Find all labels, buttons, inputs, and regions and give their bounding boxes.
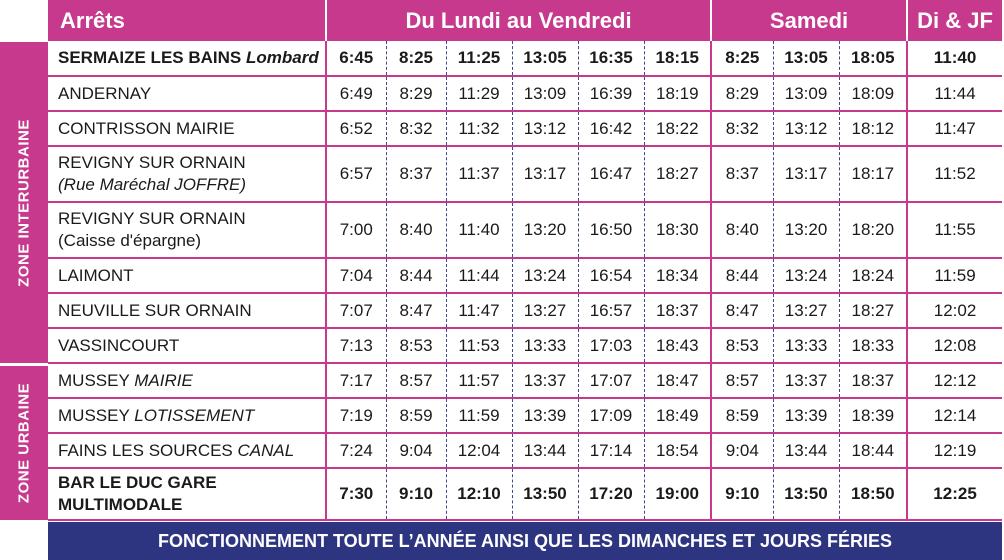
time-cell: 18:22 (644, 111, 711, 146)
stop-name: REVIGNY SUR ORNAIN (58, 209, 246, 228)
stop-second-line: MULTIMODALE (58, 495, 183, 514)
time-cell: 8:32 (386, 111, 446, 146)
zone-urbaine-label: ZONE URBAINE (15, 382, 33, 504)
time-cell: 18:27 (644, 146, 711, 202)
time-cell: 18:47 (644, 363, 711, 398)
stop-name: CONTRISSON MAIRIE (58, 118, 235, 138)
time-cell: 7:13 (326, 328, 386, 363)
time-cell: 8:25 (711, 41, 773, 76)
time-cell: 7:24 (326, 433, 386, 468)
time-cell: 11:47 (446, 293, 512, 328)
time-cell: 17:14 (578, 433, 644, 468)
time-cell: 11:37 (446, 146, 512, 202)
stop-name: LAIMONT (58, 265, 134, 285)
time-cell: 17:20 (578, 468, 644, 520)
time-cell: 18:15 (644, 41, 711, 76)
time-cell: 8:47 (386, 293, 446, 328)
time-cell: 18:37 (839, 363, 907, 398)
time-cell: 18:27 (839, 293, 907, 328)
time-cell: 16:42 (578, 111, 644, 146)
time-cell: 13:20 (773, 202, 839, 258)
time-cell: 13:33 (773, 328, 839, 363)
timetable (48, 0, 1002, 521)
stop-name: ANDERNAY (58, 83, 152, 103)
stop-second-line: (Rue Maréchal JOFFRE) (58, 175, 246, 194)
stop-name-cell (48, 76, 326, 111)
time-cell: 11:59 (446, 398, 512, 433)
time-cell: 13:17 (773, 146, 839, 202)
stop-name: SERMAIZE LES BAINS (58, 48, 242, 67)
time-cell: 13:05 (773, 41, 839, 76)
stop-name-cell (48, 146, 326, 202)
stop-name: REVIGNY SUR ORNAIN (58, 153, 246, 172)
time-cell: 12:25 (907, 468, 1002, 520)
time-cell: 11:40 (446, 202, 512, 258)
time-cell: 13:05 (512, 41, 578, 76)
time-cell: 11:47 (907, 111, 1002, 146)
time-cell: 11:32 (446, 111, 512, 146)
time-cell: 13:37 (773, 363, 839, 398)
time-cell: 18:30 (644, 202, 711, 258)
time-cell: 19:00 (644, 468, 711, 520)
time-cell: 11:44 (907, 76, 1002, 111)
time-cell: 11:53 (446, 328, 512, 363)
time-cell: 7:00 (326, 202, 386, 258)
time-cell: 12:12 (907, 363, 1002, 398)
stop-name-cell (48, 328, 326, 363)
time-cell: 17:03 (578, 328, 644, 363)
time-cell: 8:37 (711, 146, 773, 202)
time-cell: 8:53 (711, 328, 773, 363)
stop-name: FAINS LES SOURCES (58, 440, 233, 460)
time-cell: 6:57 (326, 146, 386, 202)
stop-sublabel: MAIRIE (134, 370, 193, 390)
time-cell: 18:05 (839, 41, 907, 76)
table-row (48, 468, 1002, 520)
time-cell: 6:49 (326, 76, 386, 111)
time-cell: 13:44 (773, 433, 839, 468)
time-cell: 8:25 (386, 41, 446, 76)
time-cell: 18:34 (644, 258, 711, 293)
time-cell: 16:57 (578, 293, 644, 328)
time-cell: 8:32 (711, 111, 773, 146)
table-row (48, 41, 1002, 76)
table-row (48, 76, 1002, 111)
time-cell: 18:39 (839, 398, 907, 433)
time-cell: 12:14 (907, 398, 1002, 433)
time-cell: 13:24 (512, 258, 578, 293)
table-row (48, 398, 1002, 433)
stop-name: MUSSEY (58, 405, 130, 425)
time-cell: 7:30 (326, 468, 386, 520)
time-cell: 11:29 (446, 76, 512, 111)
time-cell: 18:20 (839, 202, 907, 258)
zone-interurbaine-label: ZONE INTERURBAINE (15, 118, 33, 287)
table-row (48, 146, 1002, 202)
time-cell: 13:24 (773, 258, 839, 293)
stop-name-cell (48, 293, 326, 328)
time-cell: 8:47 (711, 293, 773, 328)
time-cell: 18:17 (839, 146, 907, 202)
stop-name: MUSSEY (58, 370, 130, 390)
time-cell: 8:59 (386, 398, 446, 433)
time-cell: 11:25 (446, 41, 512, 76)
time-cell: 18:54 (644, 433, 711, 468)
time-cell: 9:04 (386, 433, 446, 468)
time-cell: 16:50 (578, 202, 644, 258)
stop-name-cell (48, 363, 326, 398)
time-cell: 8:57 (386, 363, 446, 398)
time-cell: 18:49 (644, 398, 711, 433)
table-row (48, 258, 1002, 293)
stop-sublabel: Lombard (245, 48, 319, 67)
time-cell: 18:33 (839, 328, 907, 363)
time-cell: 13:39 (773, 398, 839, 433)
stop-name-cell (48, 433, 326, 468)
footer-banner: FONCTIONNEMENT TOUTE L’ANNÉE AINSI QUE LES DIMANCHES ET JOURS FÉRIES (48, 522, 1002, 560)
time-cell: 13:37 (512, 363, 578, 398)
time-cell: 11:59 (907, 258, 1002, 293)
stop-name: NEUVILLE SUR ORNAIN (58, 300, 252, 320)
time-cell: 11:57 (446, 363, 512, 398)
stop-name-cell (48, 41, 326, 76)
table-row (48, 328, 1002, 363)
time-cell: 8:59 (711, 398, 773, 433)
time-cell: 18:44 (839, 433, 907, 468)
table-row (48, 363, 1002, 398)
stop-name: VASSINCOURT (58, 335, 180, 355)
time-cell: 8:29 (386, 76, 446, 111)
time-cell: 8:44 (711, 258, 773, 293)
header-saturday: Samedi (711, 0, 907, 41)
stop-name-cell (48, 111, 326, 146)
time-cell: 18:19 (644, 76, 711, 111)
time-cell: 17:07 (578, 363, 644, 398)
time-cell: 16:47 (578, 146, 644, 202)
time-cell: 18:43 (644, 328, 711, 363)
time-cell: 9:10 (386, 468, 446, 520)
time-cell: 18:12 (839, 111, 907, 146)
time-cell: 7:19 (326, 398, 386, 433)
time-cell: 8:57 (711, 363, 773, 398)
table-row (48, 202, 1002, 258)
time-cell: 17:09 (578, 398, 644, 433)
header-sunday: Di & JF (907, 0, 1002, 41)
time-cell: 13:39 (512, 398, 578, 433)
time-cell: 12:04 (446, 433, 512, 468)
time-cell: 8:29 (711, 76, 773, 111)
time-cell: 12:19 (907, 433, 1002, 468)
stop-name-cell (48, 398, 326, 433)
time-cell: 13:09 (773, 76, 839, 111)
table-row (48, 111, 1002, 146)
table-row (48, 433, 1002, 468)
time-cell: 13:17 (512, 146, 578, 202)
time-cell: 13:12 (512, 111, 578, 146)
time-cell: 8:44 (386, 258, 446, 293)
time-cell: 16:39 (578, 76, 644, 111)
time-cell: 6:52 (326, 111, 386, 146)
time-cell: 18:37 (644, 293, 711, 328)
timetable-body (48, 41, 1002, 520)
time-cell: 9:10 (711, 468, 773, 520)
time-cell: 18:50 (839, 468, 907, 520)
time-cell: 12:10 (446, 468, 512, 520)
zone-interurbaine-band (0, 42, 48, 363)
time-cell: 13:27 (512, 293, 578, 328)
stop-sublabel: LOTISSEMENT (134, 405, 255, 425)
stop-name-cell (48, 468, 326, 520)
time-cell: 11:55 (907, 202, 1002, 258)
time-cell: 8:53 (386, 328, 446, 363)
time-cell: 12:08 (907, 328, 1002, 363)
time-cell: 13:27 (773, 293, 839, 328)
time-cell: 12:02 (907, 293, 1002, 328)
time-cell: 18:09 (839, 76, 907, 111)
stop-name: BAR LE DUC GARE (58, 473, 217, 492)
stop-sublabel: CANAL (237, 440, 295, 460)
time-cell: 7:07 (326, 293, 386, 328)
time-cell: 11:40 (907, 41, 1002, 76)
time-cell: 8:40 (711, 202, 773, 258)
time-cell: 16:35 (578, 41, 644, 76)
time-cell: 11:44 (446, 258, 512, 293)
header-weekdays: Du Lundi au Vendredi (326, 0, 711, 41)
time-cell: 13:12 (773, 111, 839, 146)
time-cell: 11:52 (907, 146, 1002, 202)
time-cell: 18:24 (839, 258, 907, 293)
header-stops: Arrêts (48, 0, 326, 41)
table-row (48, 293, 1002, 328)
time-cell: 16:54 (578, 258, 644, 293)
time-cell: 13:44 (512, 433, 578, 468)
time-cell: 7:17 (326, 363, 386, 398)
time-cell: 13:09 (512, 76, 578, 111)
stop-name-cell (48, 258, 326, 293)
time-cell: 9:04 (711, 433, 773, 468)
time-cell: 13:50 (773, 468, 839, 520)
time-cell: 8:37 (386, 146, 446, 202)
time-cell: 6:45 (326, 41, 386, 76)
time-cell: 13:33 (512, 328, 578, 363)
header-row (48, 0, 1002, 41)
stop-second-line: (Caisse d'épargne) (58, 231, 202, 250)
time-cell: 8:40 (386, 202, 446, 258)
time-cell: 13:20 (512, 202, 578, 258)
stop-name-cell (48, 202, 326, 258)
time-cell: 7:04 (326, 258, 386, 293)
time-cell: 13:50 (512, 468, 578, 520)
zone-urbaine-band (0, 366, 48, 520)
